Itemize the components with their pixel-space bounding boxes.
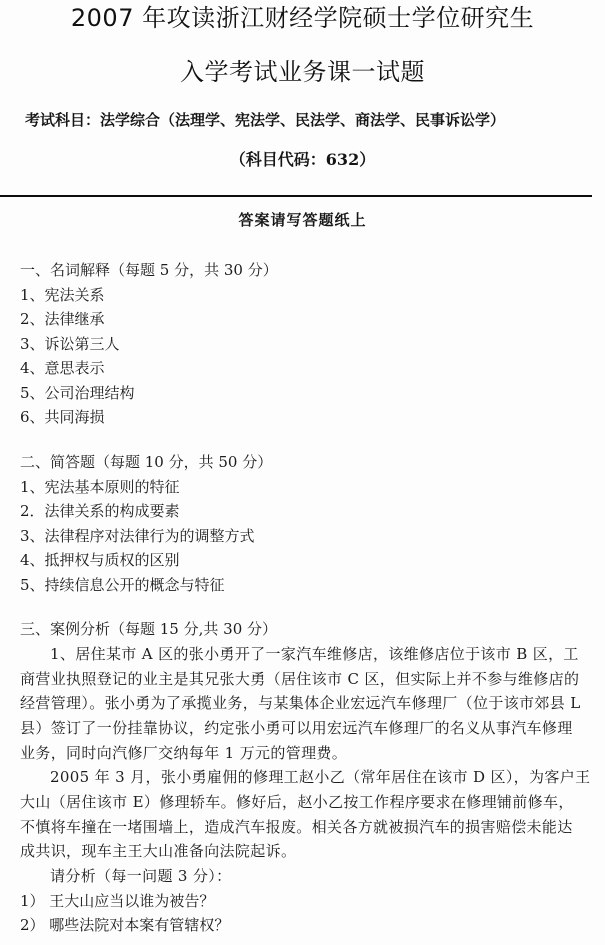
case-text-line: 业务，同时向汽修厂交纳每年 1 万元的管理费。 — [20, 744, 348, 762]
case-text-line: 2005 年 3 月，张小勇雇佣的修理工赵小乙（常年居住在该市 D 区），为客户王 — [50, 768, 591, 786]
question-item: 3、诉讼第三人 — [20, 335, 120, 353]
exam-title-line-1: 2007 年攻读浙江财经学院硕士学位研究生 — [70, 4, 535, 32]
question-item: 3、法律程序对法律行为的调整方式 — [20, 527, 255, 545]
section-heading: 二、简答题（每题 10 分，共 50 分） — [20, 453, 273, 471]
case-text-line: 不慎将车撞在一堵围墙上，造成汽车报废。相关各方就被损汽车的损害赔偿未能达 — [20, 818, 573, 836]
case-question: 1） 王大山应当以谁为被告？ — [20, 892, 215, 910]
case-text-line: 1、居住某市 A 区的张小勇开了一家汽车维修店，该维修店位于该市 B 区，工 — [50, 645, 579, 663]
case-text-line: 大山（居住该市 E）修理轿车。修好后，赵小乙按工作程序要求在修理铺前修车， — [20, 793, 574, 811]
case-text-line: 经营管理）。张小勇为了承揽业务，与某集体企业宏远汽车修理厂（位于该市郊县 L — [20, 694, 581, 712]
section-heading: 一、名词解释（每题 5 分，共 30 分） — [20, 261, 278, 279]
header-divider — [0, 195, 592, 197]
question-item: 2．法律关系的构成要素 — [20, 502, 180, 520]
question-item: 1、宪法基本原则的特征 — [20, 478, 180, 496]
question-item: 5、公司治理结构 — [20, 384, 135, 402]
question-item: 5、持续信息公开的概念与特征 — [20, 576, 225, 594]
case-text-line: 成共识，现车主王大山准备向法院起诉。 — [20, 842, 297, 860]
exam-title-line-2: 入学考试业务课一试题 — [180, 58, 425, 86]
answer-sheet-notice: 答案请写答题纸上 — [238, 211, 367, 229]
question-item: 6、共同海损 — [20, 408, 105, 426]
question-item: 4、抵押权与质权的区别 — [20, 551, 180, 569]
section-heading: 三、案例分析（每题 15 分,共 30 分） — [20, 620, 278, 638]
exam-subject: 考试科目：法学综合（法理学、宪法学、民法学、商法学、民事诉讼学） — [25, 111, 506, 129]
question-item: 2、法律继承 — [20, 310, 105, 328]
analysis-prompt: 请分析（每一问题 3 分）： — [50, 867, 232, 885]
question-item: 1、宪法关系 — [20, 286, 105, 304]
case-text-line: 县）签订了一份挂靠协议，约定张小勇可以用宏远汽车修理厂的名义从事汽车修理 — [20, 719, 573, 737]
question-item: 4、意思表示 — [20, 359, 105, 377]
subject-code: （科目代码：632） — [229, 150, 376, 169]
case-question: 2） 哪些法院对本案有管辖权？ — [20, 916, 230, 934]
case-text-line: 商营业执照登记的业主是其兄张大勇（居住该市 C 区，但实际上并不参与维修店的 — [20, 670, 580, 688]
